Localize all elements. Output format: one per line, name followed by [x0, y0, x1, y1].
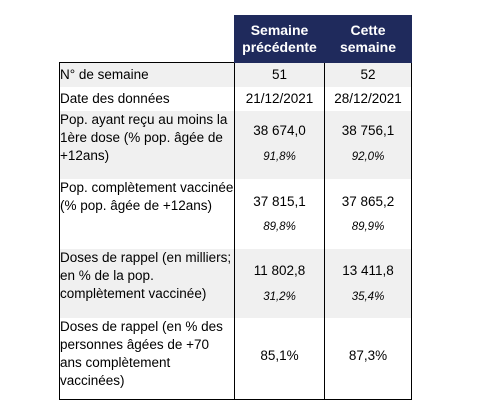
value-current	[325, 318, 412, 400]
header-empty-cell	[60, 16, 235, 63]
value-percent: 89,9%	[351, 220, 385, 233]
value-main: 51	[271, 67, 288, 83]
header-this-week: Cette semaine	[325, 16, 412, 63]
value-percent: 35,4%	[351, 290, 385, 303]
row-label: Pop. complètement vaccinée (% pop. âgée de +12ans)	[60, 179, 235, 249]
value-current	[325, 249, 412, 318]
value-main: 87,3%	[348, 347, 388, 363]
vaccination-table	[59, 15, 412, 400]
value-main: 21/12/2021	[245, 91, 314, 106]
table-row-fully-vaccinated	[60, 179, 412, 249]
value-main: 52	[360, 67, 376, 83]
value-previous	[235, 179, 325, 249]
value-main: 37 865,2	[341, 193, 395, 209]
value-percent: 91,8%	[263, 150, 296, 163]
value-percent: 31,2%	[263, 290, 296, 303]
row-label: Doses de rappel (en % des personnes âgées de +70 ans complètement vaccinées)	[60, 318, 235, 400]
table-row-first-dose	[60, 111, 412, 179]
row-label: N° de semaine	[60, 63, 235, 87]
row-label: Date des données	[60, 87, 235, 111]
table-row-booster-70plus	[60, 318, 412, 400]
value-current	[325, 179, 412, 249]
value-previous	[235, 249, 325, 318]
header-previous-week: Semaine précédente	[235, 16, 325, 63]
table-row-booster-doses	[60, 249, 412, 318]
value-current	[325, 87, 412, 111]
value-main: 28/12/2021	[334, 91, 402, 106]
value-main: 11 802,8	[253, 262, 306, 278]
header-row	[60, 16, 412, 63]
value-current	[325, 111, 412, 179]
value-main: 38 756,1	[341, 122, 395, 138]
table-row-week-number	[60, 63, 412, 87]
value-previous	[235, 111, 325, 179]
table-row-data-date	[60, 87, 412, 111]
value-percent: 89,8%	[263, 220, 296, 233]
value-main: 37 815,1	[253, 193, 306, 209]
value-main: 13 411,8	[342, 262, 394, 278]
value-main: 38 674,0	[253, 122, 306, 138]
value-main: 85,1%	[260, 347, 299, 363]
row-label: Doses de rappel (en milliers; en % de la pop. complètement vaccinée)	[60, 249, 235, 318]
value-previous	[235, 318, 325, 400]
value-previous	[235, 87, 325, 111]
row-label: Pop. ayant reçu au moins la 1ère dose (% pop. âgée de +12ans)	[60, 111, 235, 179]
value-current	[325, 63, 412, 87]
value-previous	[235, 63, 325, 87]
value-percent: 92,0%	[351, 150, 385, 163]
